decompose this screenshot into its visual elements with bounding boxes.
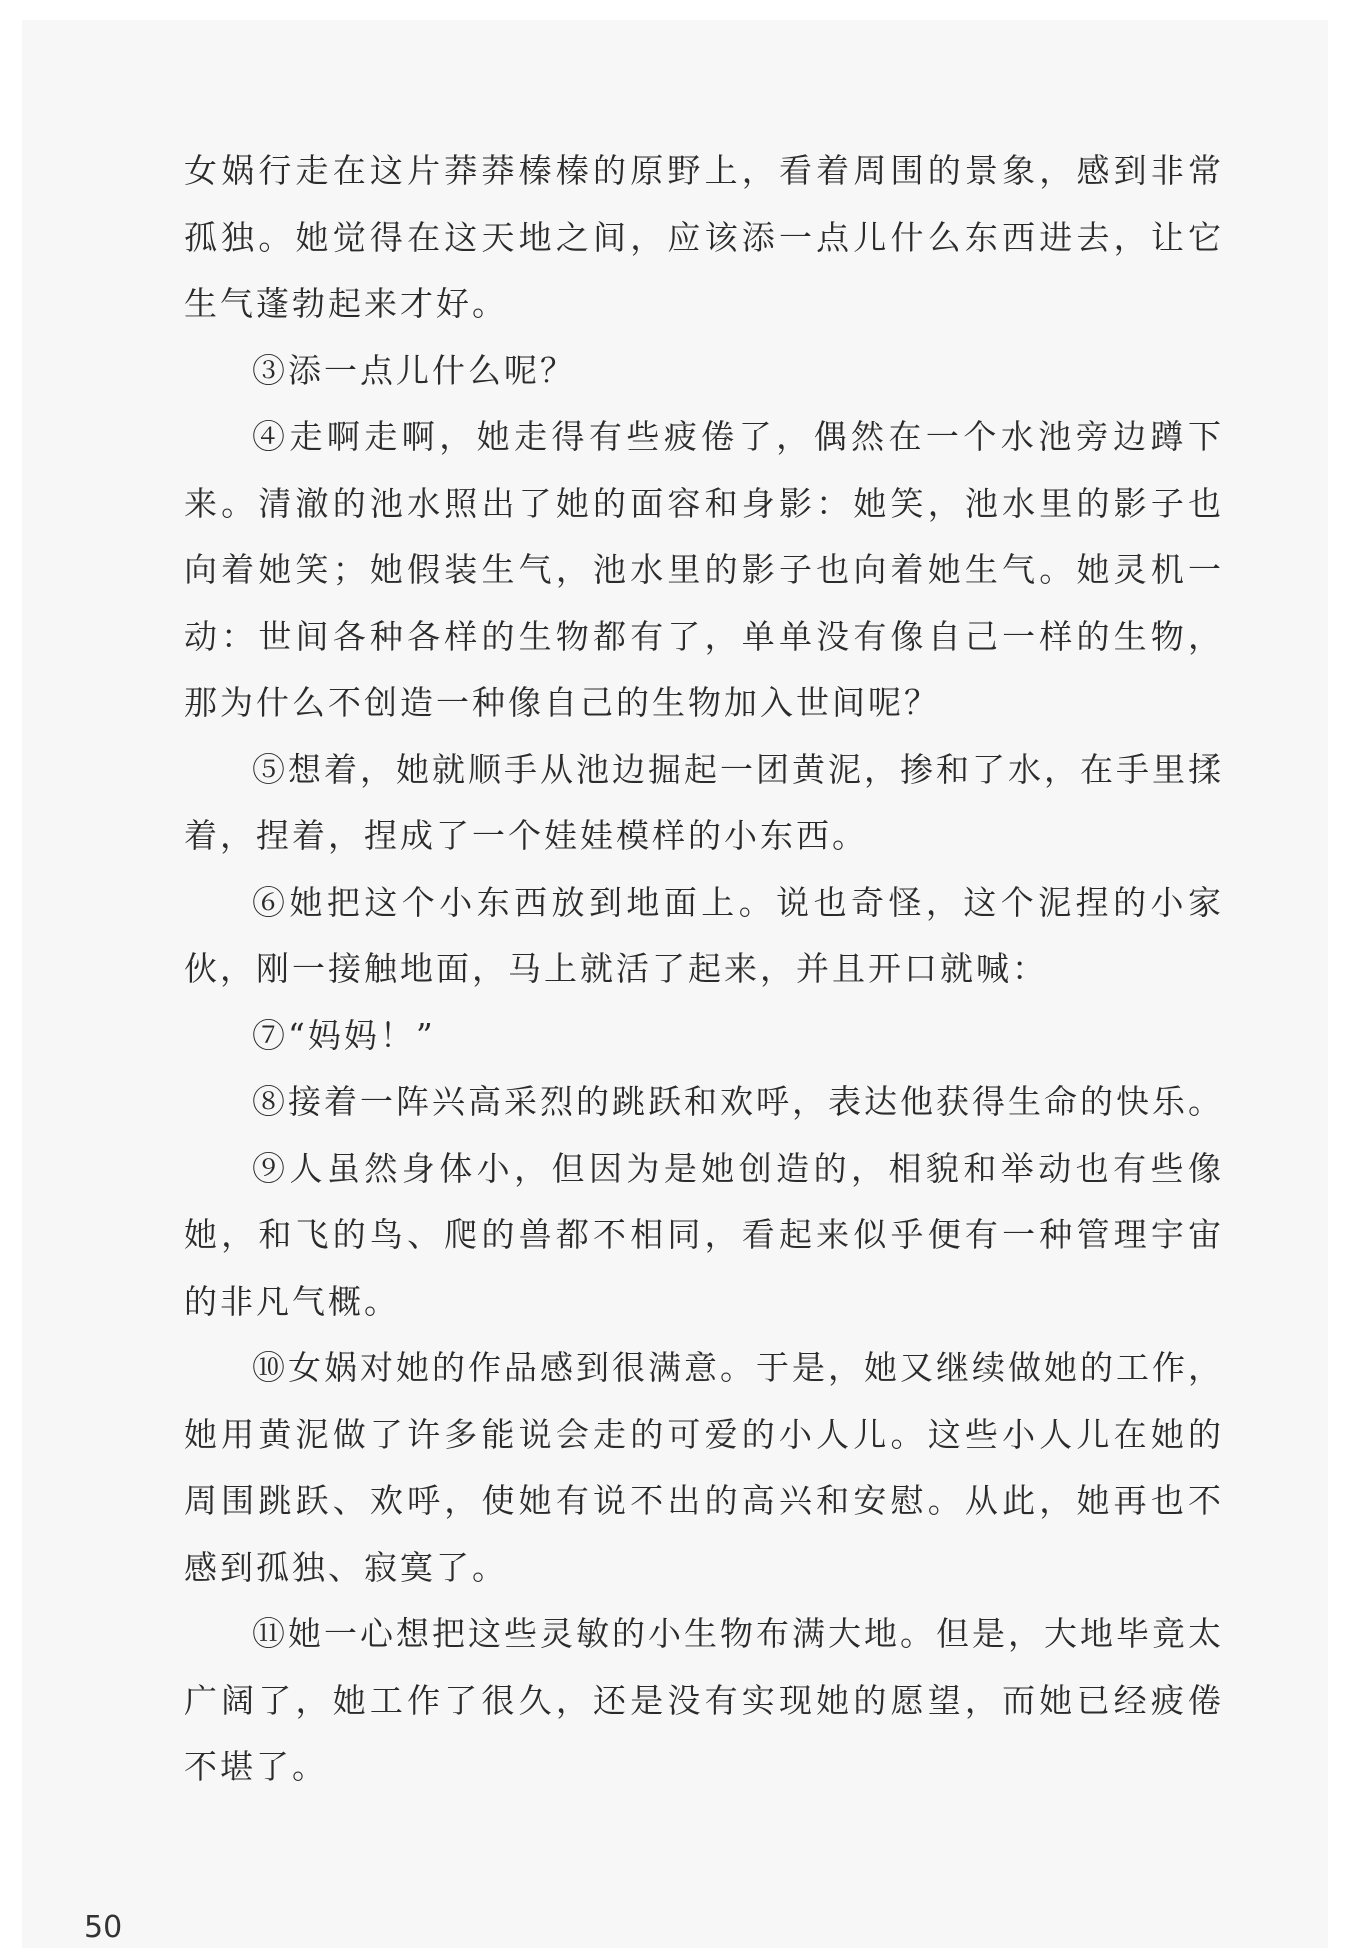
paragraph-10: ⑩女娲对她的作品感到很满意。于是，她又继续做她的工作，她用黄泥做了许多能说会走的可爱的小人儿。这些小人儿在她的周围跳跃、欢呼，使她有说不出的高兴和安慰。从此，她再也不感到孤独、寂寞了。	[184, 1348, 1224, 1587]
paragraph-3: ③添一点儿什么呢？	[252, 350, 576, 390]
paragraph-11: ⑪她一心想把这些灵敏的小生物布满大地。但是，大地毕竟太广阔了，她工作了很久，还是没有实现她的愿望，而她已经疲倦不堪了。	[184, 1614, 1224, 1786]
paragraph-8: ⑧接着一阵兴高采烈的跳跃和欢呼，表达他获得生命的快乐。	[252, 1082, 1224, 1121]
paragraph-6: ⑥她把这个小东西放到地面上。说也奇怪，这个泥捏的小家伙，刚一接触地面，马上就活了起来，并且开口就喊：	[184, 882, 1224, 988]
paragraph-1: 女娲行走在这片莽莽榛榛的原野上，看着周围的景象，感到非常孤独。她觉得在这天地之间，应该添一点儿什么东西进去，让它生气蓬勃起来才好。	[184, 151, 1224, 323]
paragraph-7: ⑦“妈妈！”	[252, 1015, 436, 1055]
page-number: 50	[84, 1910, 123, 1945]
paragraph-9: ⑨人虽然身体小，但因为是她创造的，相貌和举动也有些像她，和飞的鸟、爬的兽都不相同，看起来似乎便有一种管理宇宙的非凡气概。	[184, 1148, 1224, 1321]
paragraph-4: ④走啊走啊，她走得有些疲倦了，偶然在一个水池旁边蹲下来。清澈的池水照出了她的面容和身影：她笑，池水里的影子也向着她笑；她假装生气，池水里的影子也向着她生气。她灵机一动：世间各种各样的生物都有了，单单没有像自己一样的生物，那为什么不创造一种像自己的生物加入世间呢？	[184, 417, 1224, 722]
body-text	[184, 138, 1224, 1801]
paragraph-5: ⑤想着，她就顺手从池边掘起一团黄泥，掺和了水，在手里揉着，捏着，捏成了一个娃娃模样的小东西。	[184, 749, 1224, 855]
